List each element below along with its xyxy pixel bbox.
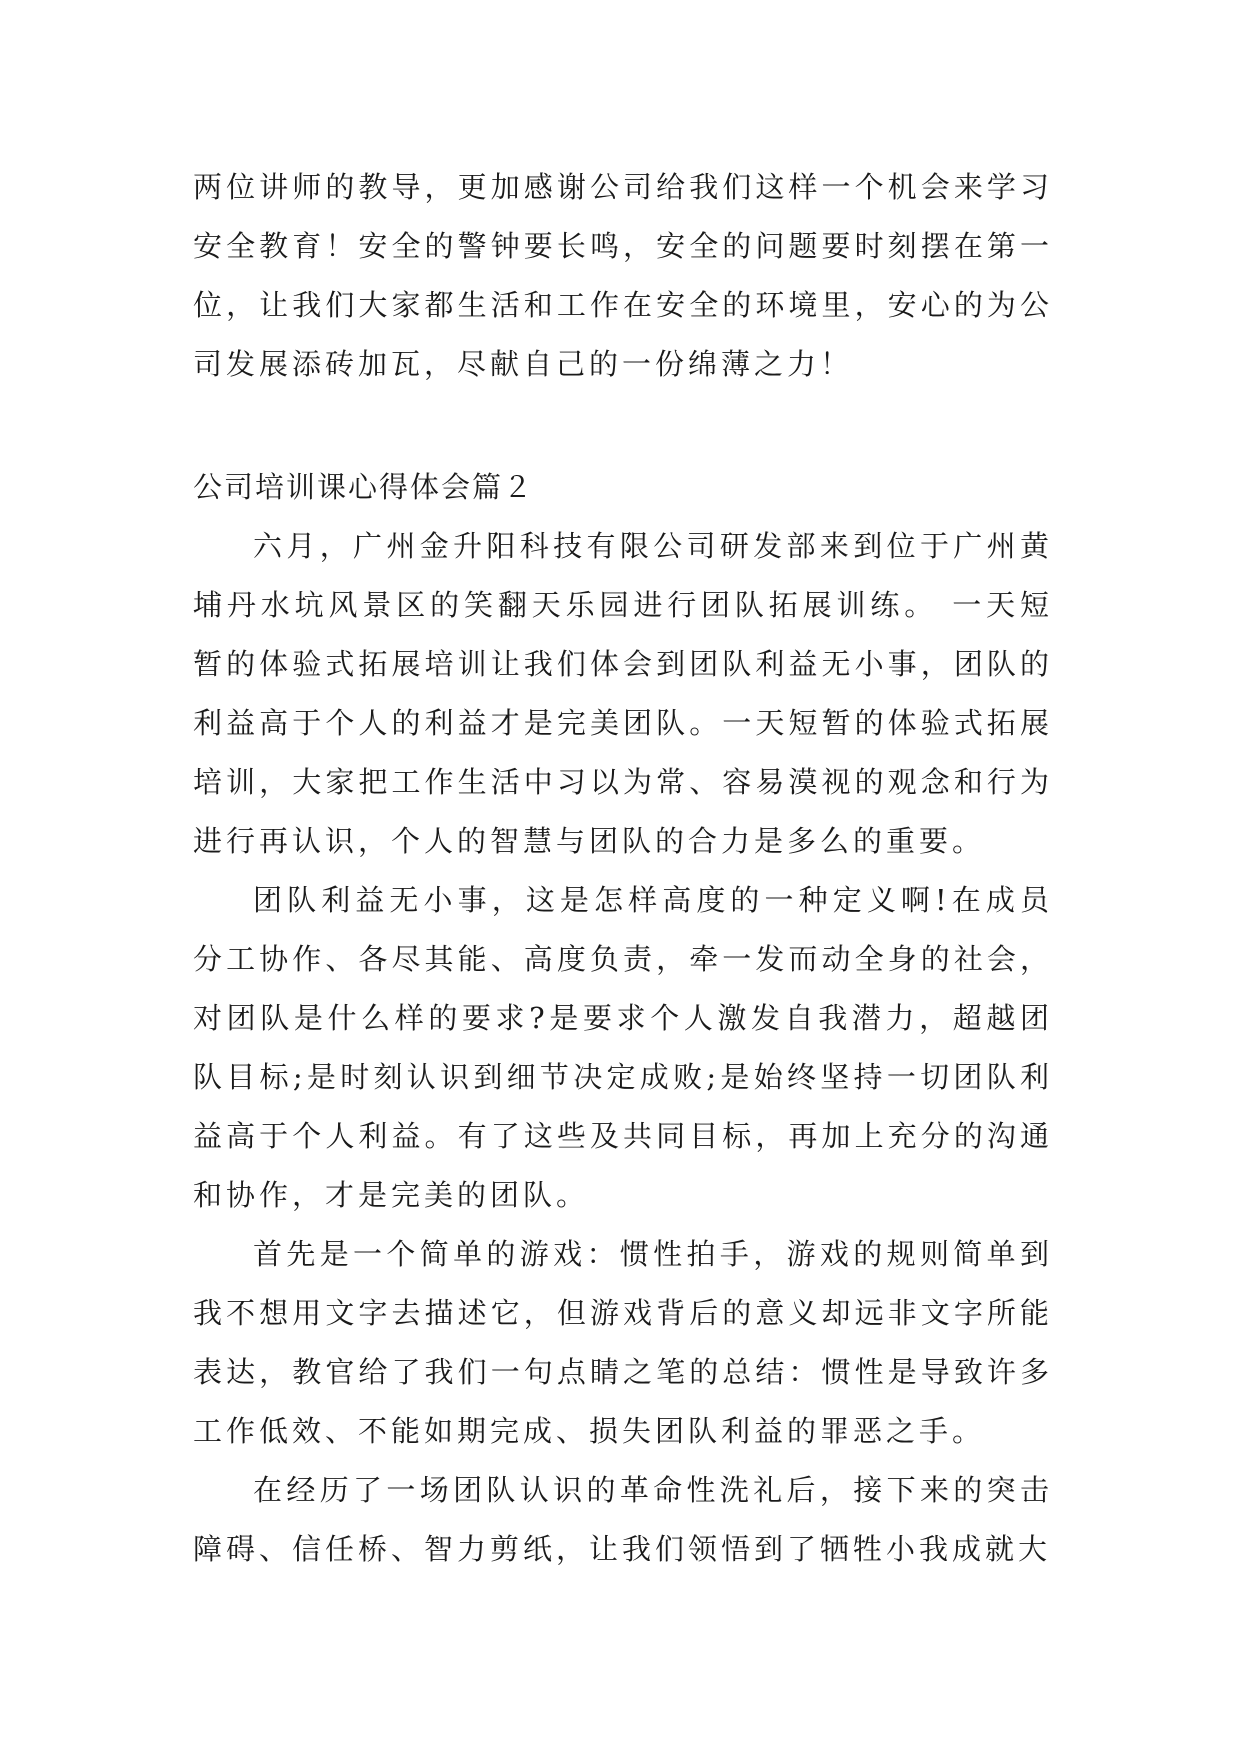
section-spacer [193,394,1053,458]
document-body [193,158,1053,1579]
paragraph-2: 团队利益无小事，这是怎样高度的一种定义啊!在成员分工协作、各尽其能、高度负责，牵一发而动全身的社会，对团队是什么样的要求?是要求个人激发自我潜力，超越团队目标;是时刻认识到细节决定成败;是始终坚持一切团队利益高于个人利益。有了这些及共同目标，再加上充分的沟通和协作，才是完美的团队。 [193,883,1053,1212]
paragraph-1: 六月，广州金升阳科技有限公司研发部来到位于广州黄埔丹水坑风景区的笑翻天乐园进行团队拓展训练。 一天短暂的体验式拓展培训让我们体会到团队利益无小事，团队的利益高于个人的利益才是完美团队。一天短暂的体验式拓展培训，大家把工作生活中习以为常、容易漠视的观念和行为进行再认识，个人的智慧与团队的合力是多么的重要。 [193,529,1053,858]
paragraph-3: 首先是一个简单的游戏：惯性拍手，游戏的规则简单到我不想用文字去描述它，但游戏背后的意义却远非文字所能表达，教官给了我们一句点睛之笔的总结：惯性是导致许多工作低效、不能如期完成、损失团队利益的罪恶之手。 [193,1237,1053,1448]
paragraph-4: 在经历了一场团队认识的革命性洗礼后，接下来的突击障碍、信任桥、智力剪纸，让我们领悟到了牺牲小我成就大 [193,1473,1053,1566]
paragraph-intro-continuation: 两位讲师的教导，更加感谢公司给我们这样一个机会来学习安全教育！安全的警钟要长鸣，安全的问题要时刻摆在第一位，让我们大家都生活和工作在安全的环境里，安心的为公司发展添砖加瓦，尽献自己的一份绵薄之力！ [193,170,1053,381]
section-heading: 公司培训课心得体会篇２ [193,470,535,504]
